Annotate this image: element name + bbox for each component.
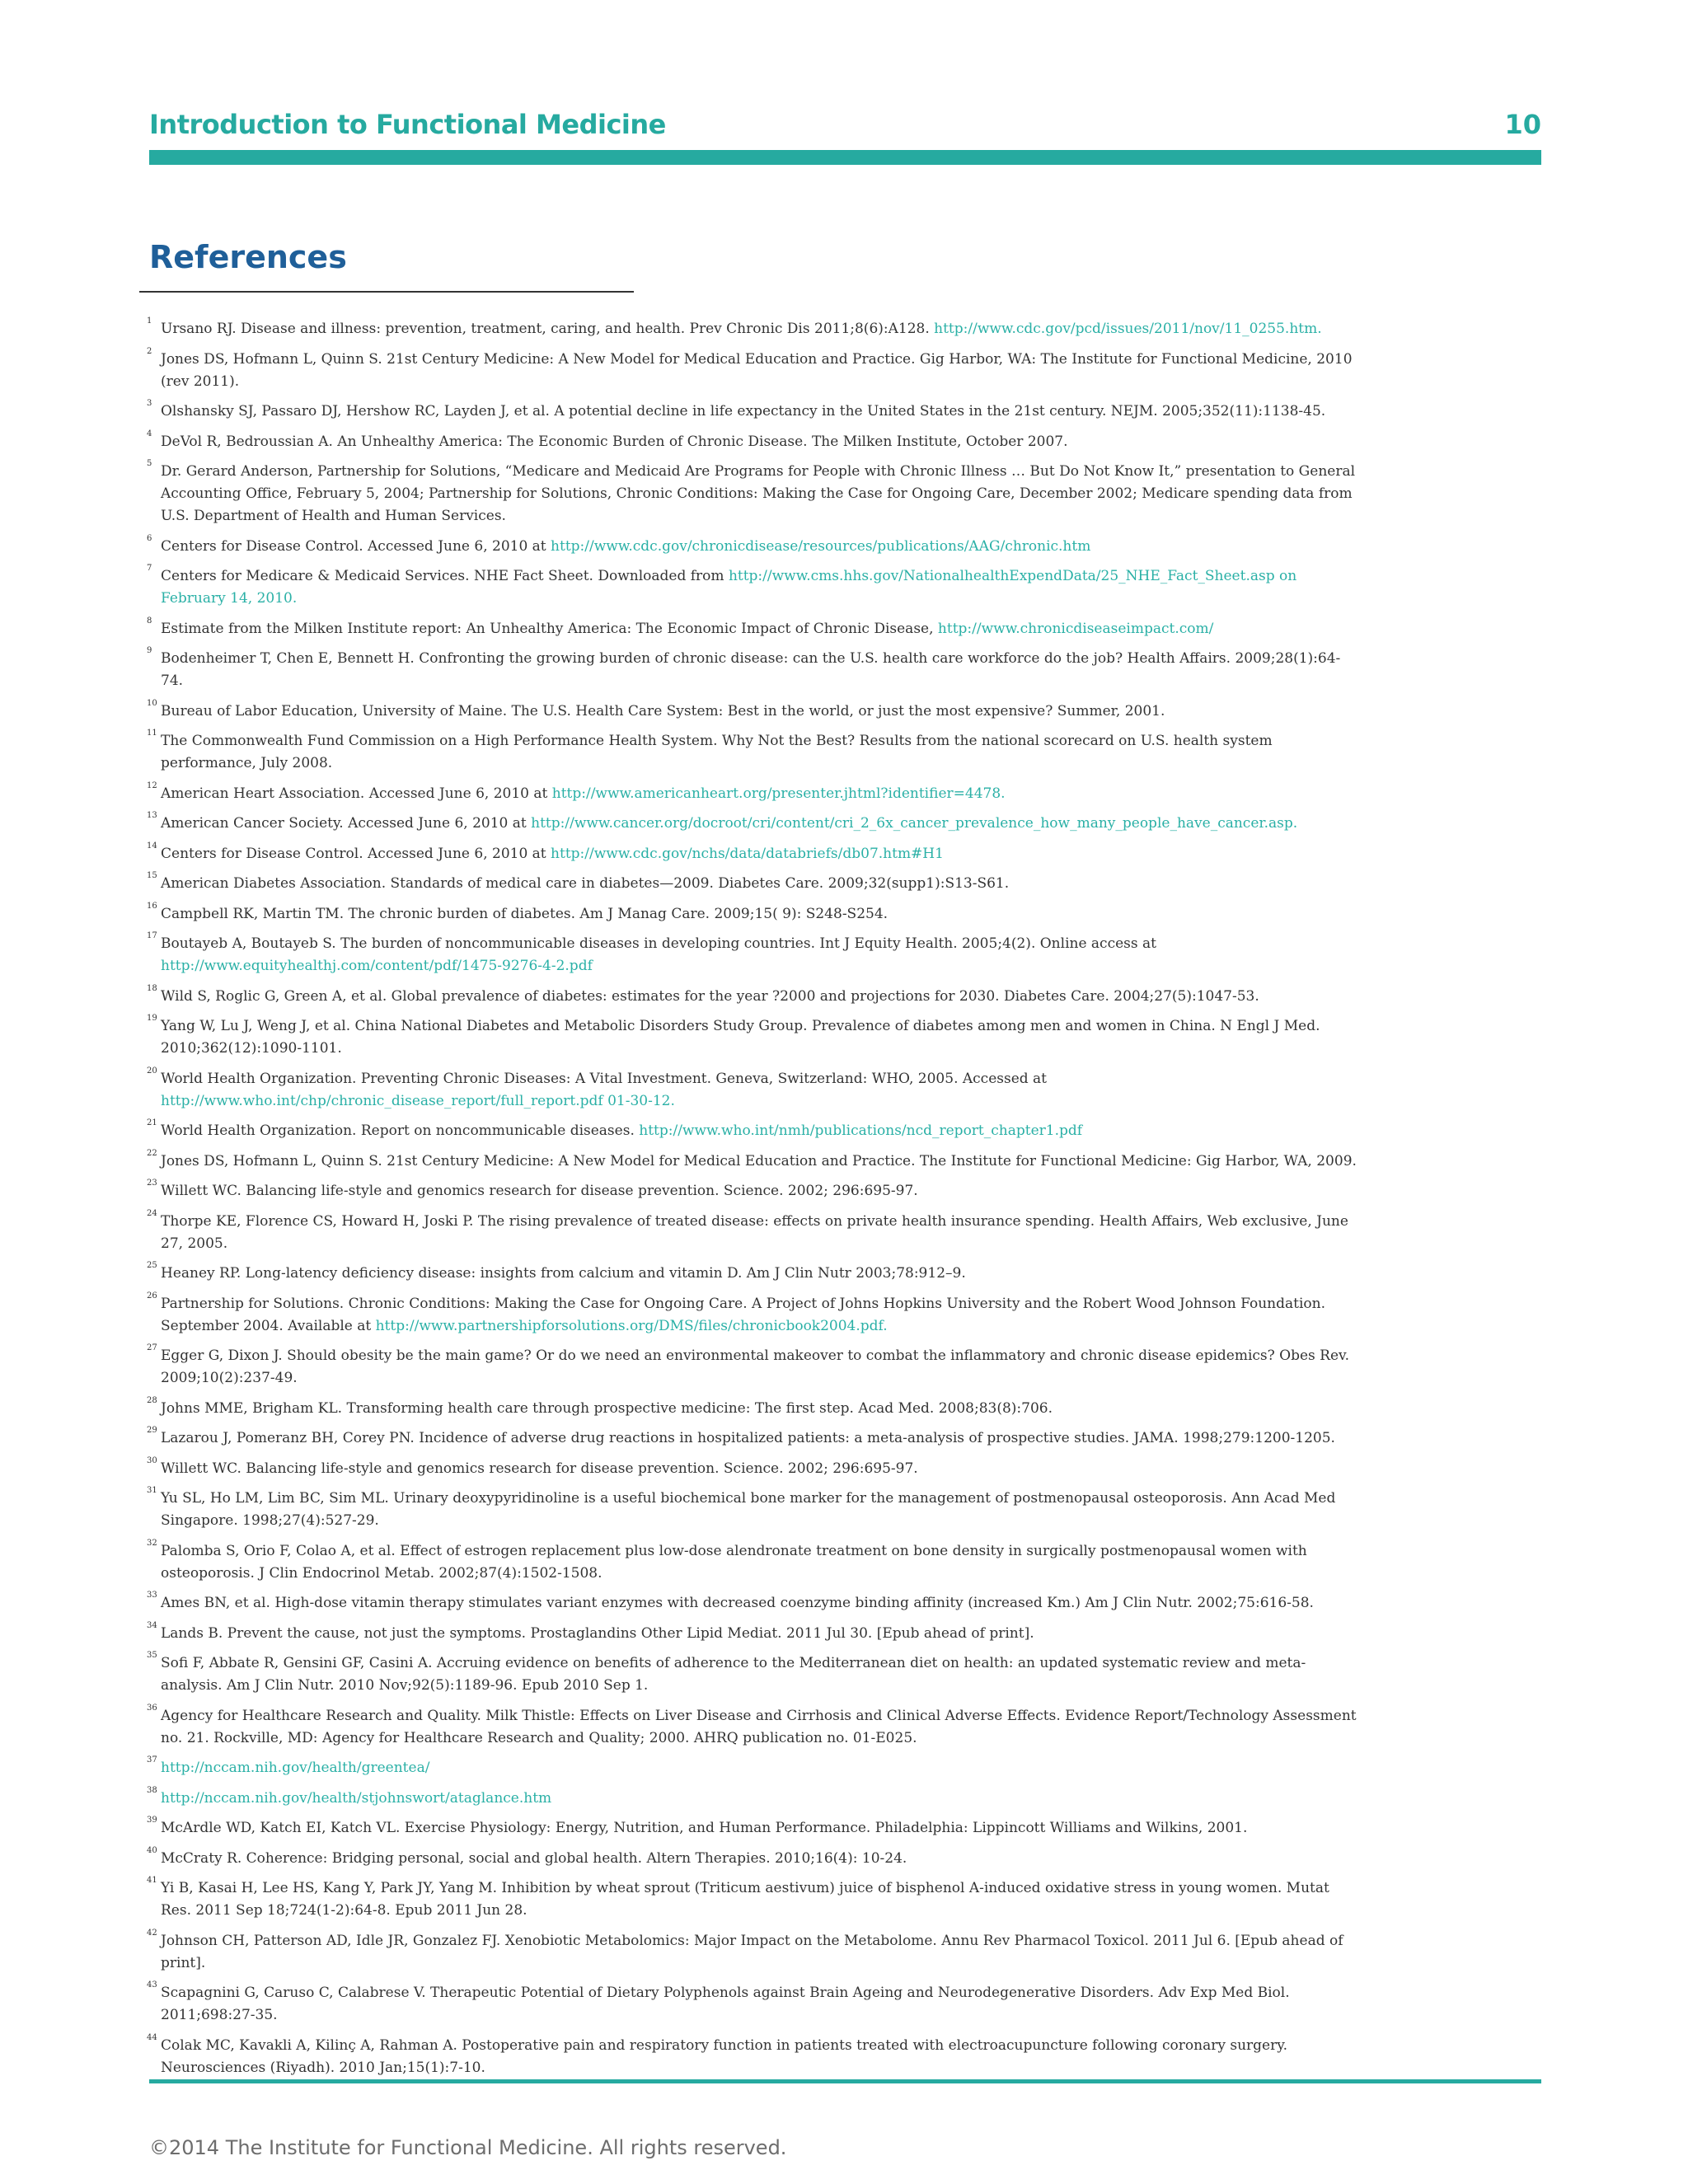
reference-item (147, 1427, 1358, 1450)
reference-item (147, 2032, 1358, 2079)
reference-text: Thorpe KE, Florence CS, Howard H, Joski P. The rising prevalence of treated disease: effects on private health insurance spending. Health Affairs, Web exclusive, June 27, 2005. (161, 1212, 1348, 1252)
reference-text: The Commonwealth Fund Commission on a High Performance Health System. Why Not the Best? Results from the national scorecard on U.S. health system performance, July 2008. (161, 733, 1273, 771)
reference-text: Willett WC. Balancing life-style and genomics research for disease prevention. Science. 2002; 296:695-97. (161, 1460, 918, 1477)
reference-text: American Diabetes Association. Standards of medical care in diabetes—2009. Diabetes Care. 2009;32(supp1):S13-S61. (161, 875, 1010, 892)
reference-number: 36 (147, 1703, 157, 1713)
reference-item (147, 1757, 1358, 1779)
reference-number: 3 (147, 399, 152, 408)
reference-item (147, 903, 1358, 926)
reference-number: 39 (147, 1816, 157, 1825)
reference-text: Palomba S, Orio F, Colao A, et al. Effect of estrogen replacement plus low-dose alendronate treatment on bone density in surgically postmenopausal women with osteoporosis. J Clin Endocrinol Metab. 2002;87(4):1502-1508. (161, 1542, 1307, 1582)
reference-text: American Heart Association. Accessed June 6, 2010 at (161, 785, 552, 802)
reference-text: Wild S, Roglic G, Green A, et al. Global prevalence of diabetes: estimates for the year ?2000 and projections for 2030. Diabetes Care. 2004;27(5):1047-53. (161, 987, 1259, 1005)
reference-link[interactable]: http://www.partnershipforsolutions.org/DMS/files/chronicbook2004.pdf. (375, 1317, 888, 1334)
reference-number: 19 (147, 1014, 157, 1023)
reference-item (147, 1395, 1358, 1420)
reference-item (147, 1293, 1358, 1338)
reference-text: Jones DS, Hofmann L, Quinn S. 21st Century Medicine: A New Model for Medical Education and Practice. The Institute for Functional Medicine: Gig Harbor, WA, 2009. (161, 1152, 1357, 1169)
reference-number: 26 (147, 1291, 157, 1301)
reference-list (147, 318, 1358, 2087)
reference-item (147, 1982, 1358, 2027)
reference-text: Lands B. Prevent the cause, not just the symptoms. Prostaglandins Other Lipid Mediat. 2011 Jul 30. [Epub ahead of print]. (161, 1624, 1034, 1642)
reference-text: Agency for Healthcare Research and Quality. Milk Thistle: Effects on Liver Disease and Cirrhosis and Clinical Adverse Effects. Evidence Report/Technology Assessment no. 21. Rockville, MD: Agency for Healthcare Research and Quality; 2000. AHRQ publication no. 01-E025. (161, 1707, 1357, 1746)
reference-number: 35 (147, 1651, 157, 1660)
reference-number: 32 (147, 1538, 157, 1548)
reference-number: 12 (147, 780, 157, 790)
reference-text: Ames BN, et al. High-dose vitamin therapy stimulates variant enzymes with decreased coenzyme binding affinity (increased Km.) Am J Clin Nutr. 2002;75:616-58. (161, 1595, 1314, 1611)
reference-text: Olshansky SJ, Passaro DJ, Hershow RC, Layden J, et al. A potential decline in life expectancy in the United States in the 21st century. NEJM. 2005;352(11):1138-45. (161, 403, 1326, 419)
reference-number: 4 (147, 429, 152, 438)
reference-text: DeVol R, Bedroussian A. An Unhealthy America: The Economic Burden of Chronic Disease. The Milken Institute, October 2007. (161, 433, 1068, 450)
reference-item (147, 1180, 1358, 1202)
reference-number: 23 (147, 1179, 157, 1188)
reference-text: McArdle WD, Katch EI, Katch VL. Exercise Physiology: Energy, Nutrition, and Human Performance. Philadelphia: Lippincott Williams and Wilkins, 2001. (161, 1820, 1248, 1836)
page-number: 10 (1504, 109, 1541, 140)
reference-text: Yi B, Kasai H, Lee HS, Kang Y, Park JY, Yang M. Inhibition by wheat sprout (Triticum aestivum) juice of bisphenol A-induced oxidative stress in young women. Mutat Res. 2011 Sep 18;724(1-2):64-8. Epub 2011 Jun 28. (161, 1880, 1329, 1919)
reference-item (147, 346, 1358, 393)
reference-item (147, 843, 1358, 865)
reference-text: Bureau of Labor Education, University of Maine. The U.S. Health Care System: Best in the world, or just the most expensive? Summer, 2001. (161, 702, 1165, 719)
reference-link[interactable]: http://nccam.nih.gov/health/stjohnswort/ataglance.htm (161, 1789, 552, 1807)
reference-text: Willett WC. Balancing life-style and genomics research for disease prevention. Science. 2002; 296:695-97. (161, 1183, 918, 1199)
reference-link[interactable]: http://www.cdc.gov/pcd/issues/2011/nov/11_0255.htm. (934, 321, 1322, 337)
reference-text: Centers for Medicare & Medicaid Services. NHE Fact Sheet. Downloaded from (161, 568, 729, 584)
section-title: References (149, 239, 347, 275)
reference-number: 17 (147, 931, 157, 940)
reference-number: 10 (147, 698, 157, 708)
reference-number: 42 (147, 1928, 157, 1938)
reference-text: Scapagnini G, Caruso C, Calabrese V. Therapeutic Potential of Dietary Polyphenols against Brain Ageing and Neurodegenerative Disorders. Adv Exp Med Biol. 2011;698:27-35. (161, 1985, 1290, 2023)
reference-link[interactable]: http://www.who.int/chp/chronic_disease_report/full_report.pdf 01-30-12. (161, 1092, 675, 1109)
reference-number: 6 (147, 533, 152, 543)
reference-link[interactable]: http://www.chronicdiseaseimpact.com/ (937, 620, 1214, 637)
reference-text: Colak MC, Kavakli A, Kilinç A, Rahman A. Postoperative pain and respiratory function in patients treated with electroacupuncture following coronary surgery. Neurosciences (Riyadh). 2010 Jan;15(1):7-10. (161, 2036, 1287, 2076)
reference-number: 20 (147, 1066, 157, 1076)
reference-number: 9 (147, 646, 152, 655)
header-rule (149, 150, 1541, 165)
reference-number: 8 (147, 616, 152, 626)
reference-item (147, 533, 1358, 558)
reference-text: Partnership for Solutions. Chronic Conditions: Making the Case for Ongoing Care. A Project of Johns Hopkins University and the Robert Wood Johnson Foundation. September 2004. Available at (161, 1295, 1326, 1334)
reference-text: Centers for Disease Control. Accessed June 6, 2010 at (161, 537, 551, 555)
reference-number: 37 (147, 1755, 157, 1765)
reference-item (147, 983, 1358, 1008)
reference-item (147, 813, 1358, 835)
reference-text: Campbell RK, Martin TM. The chronic burden of diabetes. Am J Manag Care. 2009;15( 9): S248-S254. (161, 905, 889, 922)
reference-item (147, 1705, 1358, 1750)
reference-item (147, 1652, 1358, 1697)
reference-item (147, 1015, 1358, 1060)
reference-number: 11 (147, 729, 157, 738)
reference-item (147, 730, 1358, 775)
reference-number: 27 (147, 1343, 157, 1352)
reference-text: McCraty R. Coherence: Bridging personal, social and global health. Altern Therapies. 2010;16(4): 10-24. (161, 1849, 907, 1867)
reference-text: Yu SL, Ho LM, Lim BC, Sim ML. Urinary deoxypyridinoline is a useful biochemical bone marker for the management of postmenopausal osteoporosis. Ann Acad Med Singapore. 1998;27(4):527-29. (161, 1490, 1336, 1529)
reference-item (147, 565, 1358, 610)
reference-item (147, 618, 1358, 640)
reference-link[interactable]: http://www.who.int/nmh/publications/ncd_report_chapter1.pdf (639, 1122, 1083, 1139)
reference-number: 24 (147, 1208, 157, 1218)
reference-number: 43 (147, 1980, 157, 1990)
reference-item (147, 1455, 1358, 1480)
reference-item (147, 1592, 1358, 1615)
reference-text: Heaney RP. Long-latency deficiency disease: insights from calcium and vitamin D. Am J Clin Nutr 2003;78:912–9. (161, 1265, 966, 1282)
reference-text: Centers for Disease Control. Accessed June 6, 2010 at (161, 845, 551, 862)
reference-link[interactable]: http://www.cdc.gov/nchs/data/databriefs/db07.htm#H1 (551, 845, 944, 862)
reference-number: 41 (147, 1876, 157, 1885)
reference-text: Jones DS, Hofmann L, Quinn S. 21st Century Medicine: A New Model for Medical Education and Practice. Gig Harbor, WA: The Institute for Functional Medicine, 2010 (rev 2011). (161, 350, 1353, 390)
reference-text: Ursano RJ. Disease and illness: prevention, treatment, caring, and health. Prev Chronic Dis 2011;8(6):A128. (161, 321, 935, 337)
reference-item (147, 873, 1358, 895)
reference-link[interactable]: http://www.cancer.org/docroot/cri/content/cri_2_6x_cancer_prevalence_how_many_people_have_cancer.asp. (531, 815, 1298, 832)
reference-item (147, 318, 1358, 340)
reference-link[interactable]: http://www.cdc.gov/chronicdisease/resources/publications/AAG/chronic.htm (551, 537, 1091, 555)
reference-item (147, 1930, 1358, 1975)
reference-number: 13 (147, 811, 157, 820)
reference-item (147, 780, 1358, 805)
page-header (149, 109, 1541, 142)
reference-item (147, 1877, 1358, 1922)
reference-item (147, 1068, 1358, 1113)
reference-item (147, 1148, 1358, 1173)
reference-text: Johns MME, Brigham KL. Transforming health care through prospective medicine: The first step. Acad Med. 2008;83(8):706. (161, 1399, 1053, 1417)
reference-number: 28 (147, 1395, 157, 1405)
reference-text: American Cancer Society. Accessed June 6, 2010 at (161, 815, 532, 832)
reference-link[interactable]: http://www.equityhealthj.com/content/pdf/1475-9276-4-2.pdf (161, 958, 593, 974)
reference-number: 21 (147, 1118, 157, 1127)
reference-number: 29 (147, 1426, 157, 1435)
reference-number: 18 (147, 983, 157, 993)
reference-text: Sofi F, Abbate R, Gensini GF, Casini A. Accruing evidence on benefits of adherence to the Mediterranean diet on health: an updated systematic review and meta-analysis. Am J Clin Nutr. 2010 Nov;92(5):1189-96. Epub 2010 Sep 1. (161, 1655, 1306, 1694)
reference-item (147, 1345, 1358, 1390)
reference-text: Yang W, Lu J, Weng J, et al. China National Diabetes and Metabolic Disorders Study Group. Prevalence of diabetes among men and women in China. N Engl J Med. 2010;362(12):1090-1101. (161, 1018, 1320, 1057)
reference-number: 15 (147, 871, 157, 880)
reference-item (147, 431, 1358, 453)
reference-number: 16 (147, 901, 157, 911)
reference-item (147, 1620, 1358, 1645)
reference-text: Lazarou J, Pomeranz BH, Corey PN. Incidence of adverse drug reactions in hospitalized patients: a meta-analysis of prospective studies. JAMA. 1998;279:1200-1205. (161, 1430, 1335, 1446)
reference-item (147, 401, 1358, 423)
reference-text: Boutayeb A, Boutayeb S. The burden of noncommunicable diseases in developing countries. Int J Equity Health. 2005;4(2). Online access at (161, 935, 1156, 952)
reference-item (147, 1845, 1358, 1870)
reference-item (147, 461, 1358, 527)
reference-item (147, 698, 1358, 723)
reference-item (147, 1785, 1358, 1810)
reference-number: 44 (147, 2032, 157, 2042)
reference-number: 33 (147, 1591, 157, 1600)
footer-rule (149, 2079, 1541, 2083)
section-divider (139, 291, 634, 293)
header-title: Introduction to Functional Medicine (149, 109, 666, 140)
reference-item (147, 1817, 1358, 1840)
reference-item (147, 1120, 1358, 1142)
reference-text: Estimate from the Milken Institute report: An Unhealthy America: The Economic Impact of Chronic Disease, (161, 620, 938, 637)
reference-item (147, 933, 1358, 977)
reference-text: Bodenheimer T, Chen E, Bennett H. Confronting the growing burden of chronic disease: can the U.S. health care workforce do the job? Health Affairs. 2009;28(1):64-74. (161, 650, 1341, 689)
reference-item (147, 1540, 1358, 1585)
reference-number: 38 (147, 1785, 157, 1795)
reference-number: 1 (147, 316, 152, 326)
reference-text: Johnson CH, Patterson AD, Idle JR, Gonzalez FJ. Xenobiotic Metabolomics: Major Impact on the Metabolome. Annu Rev Pharmacol Toxicol. 2011 Jul 6. [Epub ahead of print]. (161, 1932, 1343, 1971)
reference-number: 7 (147, 564, 152, 573)
reference-number: 25 (147, 1261, 157, 1270)
reference-link[interactable]: http://nccam.nih.gov/health/greentea/ (161, 1760, 430, 1776)
reference-number: 40 (147, 1845, 157, 1855)
reference-number: 22 (147, 1148, 157, 1158)
reference-number: 5 (147, 459, 152, 468)
reference-text: Egger G, Dixon J. Should obesity be the main game? Or do we need an environmental makeover to combat the inflammatory and chronic disease epidemics? Obes Rev. 2009;10(2):237-49. (161, 1347, 1350, 1386)
reference-item (147, 1263, 1358, 1285)
reference-text: Dr. Gerard Anderson, Partnership for Solutions, “Medicare and Medicaid Are Programs for People with Chronic Illness … But Do Not Know It,” presentation to General Accounting Office, February 5, 2004; Partnership for Solutions, Chronic Conditions: Making the Case for Ongoing Care, December 2002; Medicare spending data from U.S. Department of Health and Human Services. (161, 463, 1356, 524)
reference-item (147, 648, 1358, 692)
reference-number: 30 (147, 1455, 157, 1465)
reference-number: 31 (147, 1486, 157, 1495)
reference-link[interactable]: http://www.americanheart.org/presenter.jhtml?identifier=4478. (551, 785, 1006, 802)
reference-item (147, 1488, 1358, 1532)
reference-text: World Health Organization. Report on noncommunicable diseases. (161, 1122, 640, 1139)
reference-text: World Health Organization. Preventing Chronic Diseases: A Vital Investment. Geneva, Switzerland: WHO, 2005. Accessed at (161, 1070, 1048, 1087)
reference-number: 2 (147, 346, 152, 356)
reference-item (147, 1208, 1358, 1255)
reference-number: 14 (147, 841, 157, 851)
reference-link[interactable]: http://www.cms.hhs.gov/NationalhealthExpendData/25_NHE_Fact_Sheet.asp on February 14, 2010. (161, 568, 1297, 607)
reference-number: 34 (147, 1620, 157, 1630)
copyright-footer: ©2014 The Institute for Functional Medicine. All rights reserved. (149, 2136, 787, 2159)
